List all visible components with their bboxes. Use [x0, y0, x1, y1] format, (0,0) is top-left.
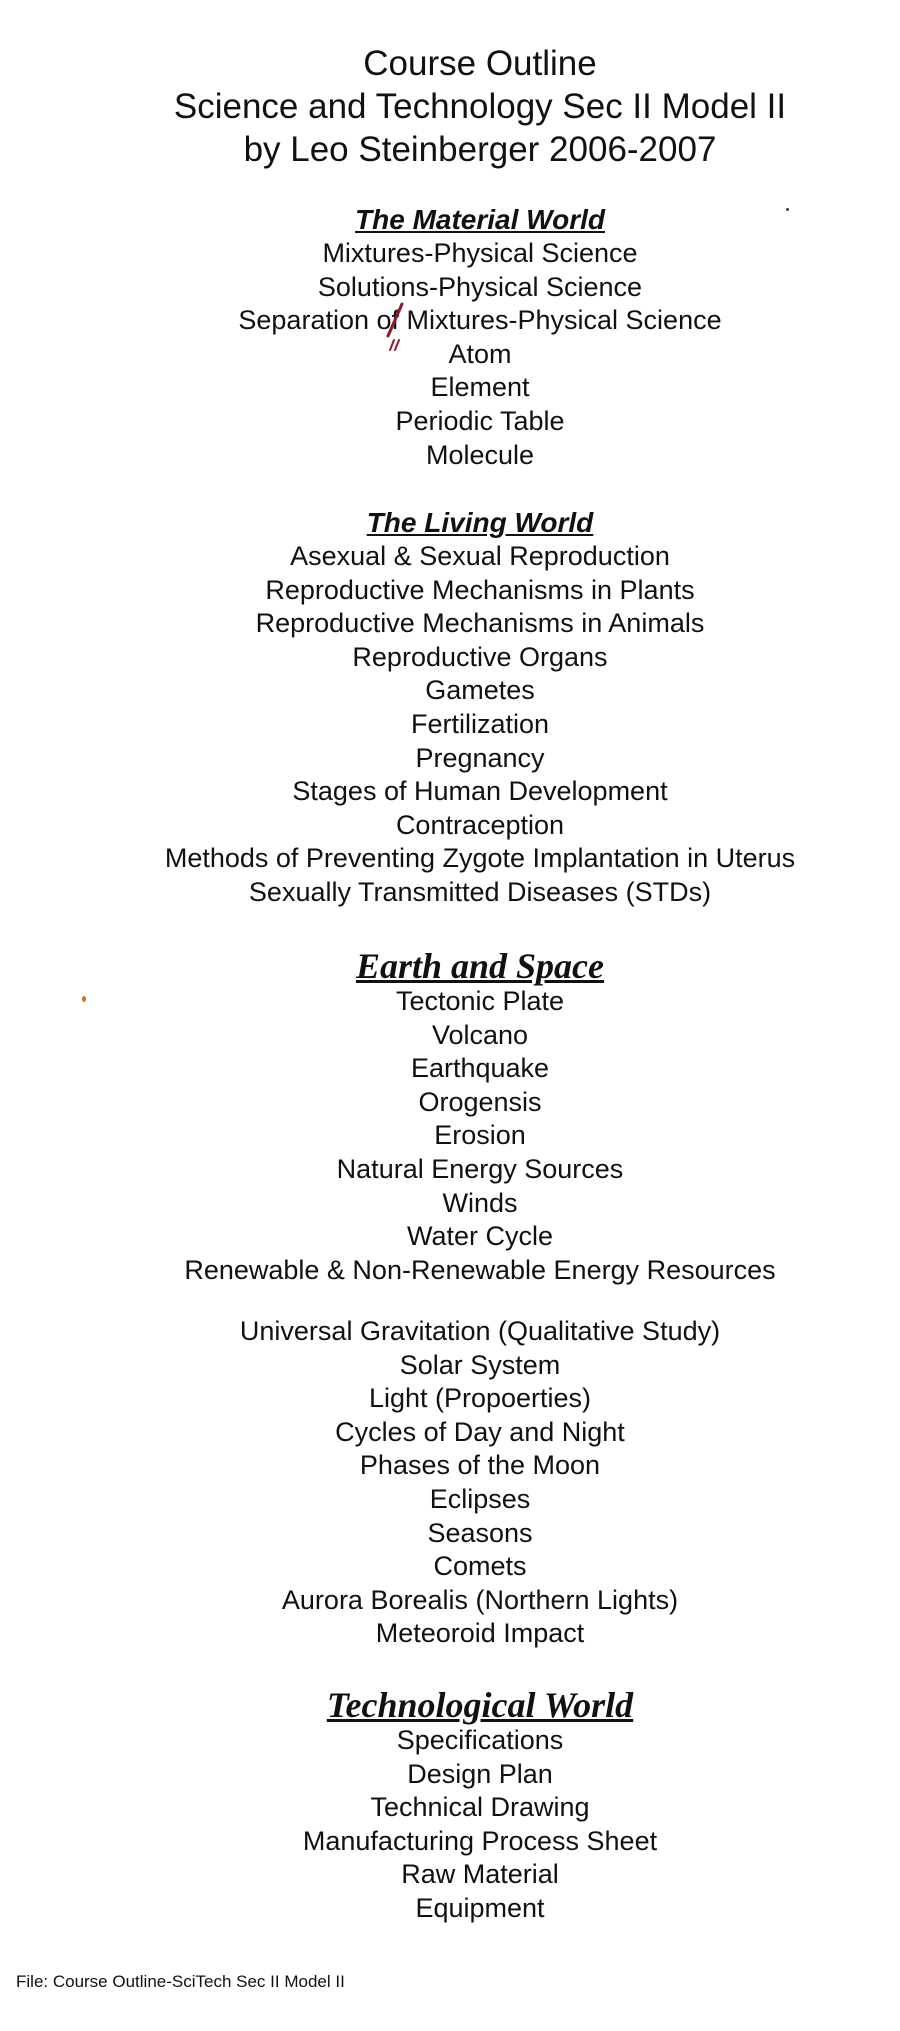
- list-item: Light (Propoerties): [368, 1383, 592, 1414]
- list-item: Solar System: [399, 1349, 561, 1380]
- section-technological-world: [0, 1686, 900, 1926]
- title-line-3: by Leo Steinberger 2006-2007: [243, 130, 717, 169]
- list-item: Reproductive Organs: [352, 641, 608, 672]
- list-item: Technical Drawing: [370, 1792, 590, 1823]
- list-item: Water Cycle: [406, 1221, 554, 1252]
- section-heading-technological-world: Technological World: [326, 1685, 634, 1725]
- list-item: Universal Gravitation (Qualitative Study): [239, 1316, 721, 1346]
- material-world-list: [0, 237, 900, 472]
- list-item: Tectonic Plate: [395, 986, 565, 1016]
- section-space-topics: [0, 1315, 900, 1651]
- list-item: Meteoroid Impact: [375, 1618, 585, 1649]
- section-material-world: [0, 203, 900, 472]
- list-item: Erosion: [434, 1120, 526, 1151]
- title-block: [0, 42, 900, 171]
- living-world-list: [0, 540, 900, 910]
- list-item: Contraception: [395, 809, 565, 840]
- list-item: Comets: [433, 1551, 527, 1582]
- list-item: Molecule: [425, 439, 535, 470]
- list-item: Raw Material: [401, 1859, 559, 1890]
- list-item: Element: [430, 372, 530, 403]
- list-item: Equipment: [415, 1892, 545, 1923]
- file-footer: File: Course Outline-SciTech Sec II Model II: [16, 1972, 345, 1991]
- list-item: Reproductive Mechanisms in Plants: [265, 574, 695, 605]
- list-item: Natural Energy Sources: [336, 1153, 624, 1184]
- list-item: Aurora Borealis (Northern Lights): [281, 1584, 679, 1615]
- list-item: Sexually Transmitted Diseases (STDs): [248, 876, 712, 907]
- list-item: Methods of Preventing Zygote Implantation in Uterus: [164, 843, 796, 874]
- space-topics-list: [0, 1315, 900, 1651]
- list-item: Earthquake: [410, 1053, 550, 1084]
- section-heading-living-world: The Living World: [366, 507, 594, 538]
- list-item: Separation of Mixtures-Physical Science: [238, 305, 722, 336]
- list-item: Winds: [442, 1187, 518, 1218]
- list-item: Renewable & Non-Renewable Energy Resources: [184, 1254, 776, 1285]
- list-item: Eclipses: [429, 1483, 531, 1514]
- list-item: Asexual & Sexual Reproduction: [290, 541, 670, 571]
- list-item: Periodic Table: [395, 405, 565, 436]
- list-item: Reproductive Mechanisms in Animals: [255, 608, 705, 639]
- list-item: Phases of the Moon: [359, 1450, 601, 1481]
- list-item: Solutions-Physical Science: [317, 271, 643, 302]
- section-heading-material-world: The Material World: [355, 204, 605, 235]
- title-line-1: Course Outline: [363, 44, 597, 83]
- title-line-2: Science and Technology Sec II Model II: [173, 87, 787, 126]
- scan-speck: [786, 208, 789, 211]
- list-item: Pregnancy: [415, 742, 545, 773]
- list-item: Volcano: [431, 1019, 529, 1050]
- list-item: Mixtures-Physical Science: [322, 238, 638, 268]
- list-item: Manufacturing Process Sheet: [302, 1825, 658, 1856]
- earth-and-space-list: [0, 985, 900, 1287]
- pen-mark: [382, 302, 408, 354]
- list-item: Fertilization: [410, 708, 550, 739]
- list-item: Seasons: [427, 1517, 533, 1548]
- list-item: Atom: [448, 338, 512, 369]
- list-item: Design Plan: [407, 1758, 553, 1789]
- list-item: Specifications: [396, 1725, 564, 1755]
- section-heading-earth-and-space: Earth and Space: [355, 946, 605, 986]
- list-item: Orogensis: [418, 1086, 542, 1117]
- list-item: Stages of Human Development: [292, 776, 668, 807]
- section-earth-and-space: [0, 947, 900, 1287]
- list-item: Gametes: [425, 675, 535, 706]
- section-living-world: [0, 506, 900, 910]
- scan-speck: [82, 996, 86, 1002]
- list-item: Cycles of Day and Night: [335, 1416, 625, 1447]
- technological-world-list: [0, 1724, 900, 1926]
